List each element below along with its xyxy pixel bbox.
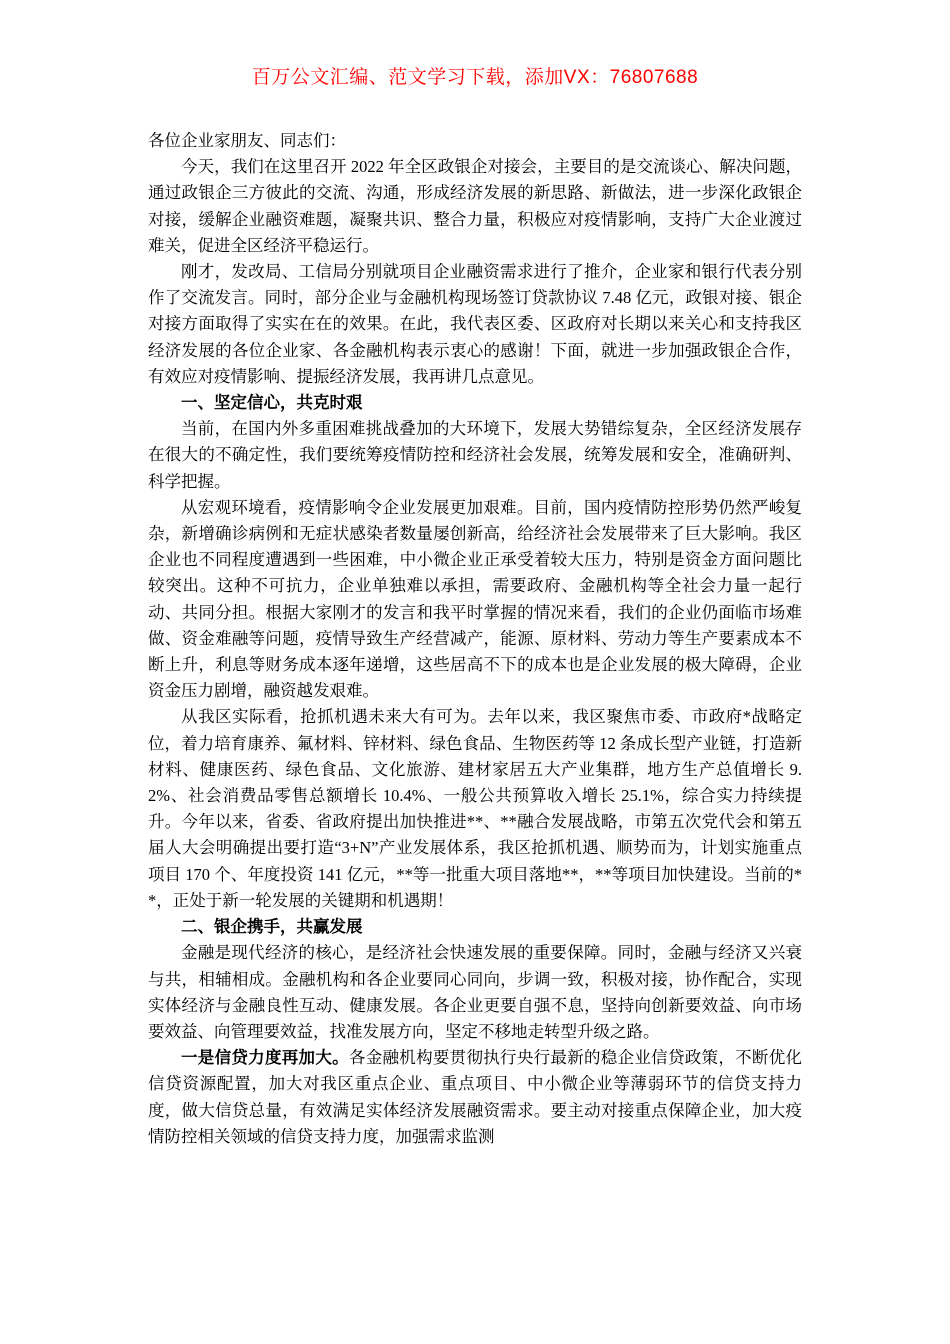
header-notice-text: 百万公文汇编、范文学习下载，添加VX：76807688 xyxy=(251,67,699,88)
paragraph: 从我区实际看，抢抓机遇未来大有可为。去年以来，我区聚焦市委、市政府*战略定位，着力培育康养、氟材料、锌材料、绿色食品、生物医药等 12 条成长型产业链，打造新材料、健康医药、绿色食品、文化旅游、建材家居五大产业集群，地方生产总值增长 9.2%、社会消费品零售总额增长 10.4%、一般公共预算收入增长 25.1%，综合实力持续提升。今年以来，省委、省政府提出加快推进**、**融合发展战略，市第五次党代会和第五届人大会明确提出要打造“3+N”产业发展体系，我区抢抓机遇、顺势而为，计划实施重点项目 170 个、年度投资 141 亿元，**等一批重大项目落地**，**等项目加快建设。当前的**，正处于新一轮发展的关键期和机遇期！ xyxy=(148,707,802,910)
paragraph: 金融是现代经济的核心，是经济社会快速发展的重要保障。同时，金融与经济又兴衰与共，相辅相成。金融机构和各企业要同心同向，步调一致，积极对接，协作配合，实现实体经济与金融良性互动、健康发展。各企业更要自强不息，坚持向创新要效益、向市场要效益、向管理要效益，找准发展方向，坚定不移地走转型升级之路。 xyxy=(148,943,802,1041)
section-heading: 一、坚定信心，共克时艰 xyxy=(181,393,363,413)
paragraph: 从宏观环境看，疫情影响令企业发展更加艰难。目前，国内疫情防控形势仍然严峻复杂，新增确诊病例和无症状感染者数量屡创新高，给经济社会发展带来了巨大影响。我区企业也不同程度遭遇到一些困难，中小微企业正承受着较大压力，特别是资金方面问题比较突出。这种不可抗力，企业单独难以承担，需要政府、金融机构等全社会力量一起行动、共同分担。根据大家刚才的发言和我平时掌握的情况来看，我们的企业仍面临市场难做、资金难融等问题，疫情导致生产经营减产，能源、原材料、劳动力等生产要素成本不断上升，利息等财务成本逐年递增，这些居高不下的成本也是企业发展的极大障碍，企业资金压力剧增，融资越发艰难。 xyxy=(148,497,802,701)
paragraph: 一是信贷力度再加大。各金融机构要贯彻执行央行最新的稳企业信贷政策，不断优化信贷资源配置，加大对我区重点企业、重点项目、中小微企业等薄弱环节的信贷支持力度，做大信贷总量，有效满足实体经济发展融资需求。要主动对接重点保障企业，加大疫情防控相关领域的信贷支持力度，加强需求监测 xyxy=(148,1048,803,1146)
paragraph: 各位企业家朋友、同志们： xyxy=(148,131,346,150)
paragraph-lead-bold: 一是信贷力度再加大。 xyxy=(181,1048,349,1068)
section-heading: 二、银企携手，共赢发展 xyxy=(181,917,363,937)
paragraph: 当前，在国内外多重困难挑战叠加的大环境下，发展大势错综复杂，全区经济发展存在很大的不确定性，我们要统筹疫情防控和经济社会发展，统筹发展和安全，准确研判、科学把握。 xyxy=(148,419,802,491)
paragraph: 今天，我们在这里召开 2022 年全区政银企对接会，主要目的是交流谈心、解决问题，通过政银企三方彼此的交流、沟通，形成经济发展的新思路、新做法，进一步深化政银企对接，缓解企业融资难题，凝聚共识、整合力量，积极应对疫情影响，支持广大企业渡过难关，促进全区经济平稳运行。 xyxy=(148,157,802,255)
document-body xyxy=(148,128,802,1150)
paragraph: 刚才，发改局、工信局分别就项目企业融资需求进行了推介，企业家和银行代表分别作了交流发言。同时，部分企业与金融机构现场签订贷款协议 7.48 亿元，政银对接、银企对接方面取得了实实在在的效果。在此，我代表区委、区政府对长期以来关心和支持我区经济发展的各位企业家、各金融机构表示衷心的感谢！下面，就进一步加强政银企合作，有效应对疫情影响、提振经济发展，我再讲几点意见。 xyxy=(148,262,802,386)
